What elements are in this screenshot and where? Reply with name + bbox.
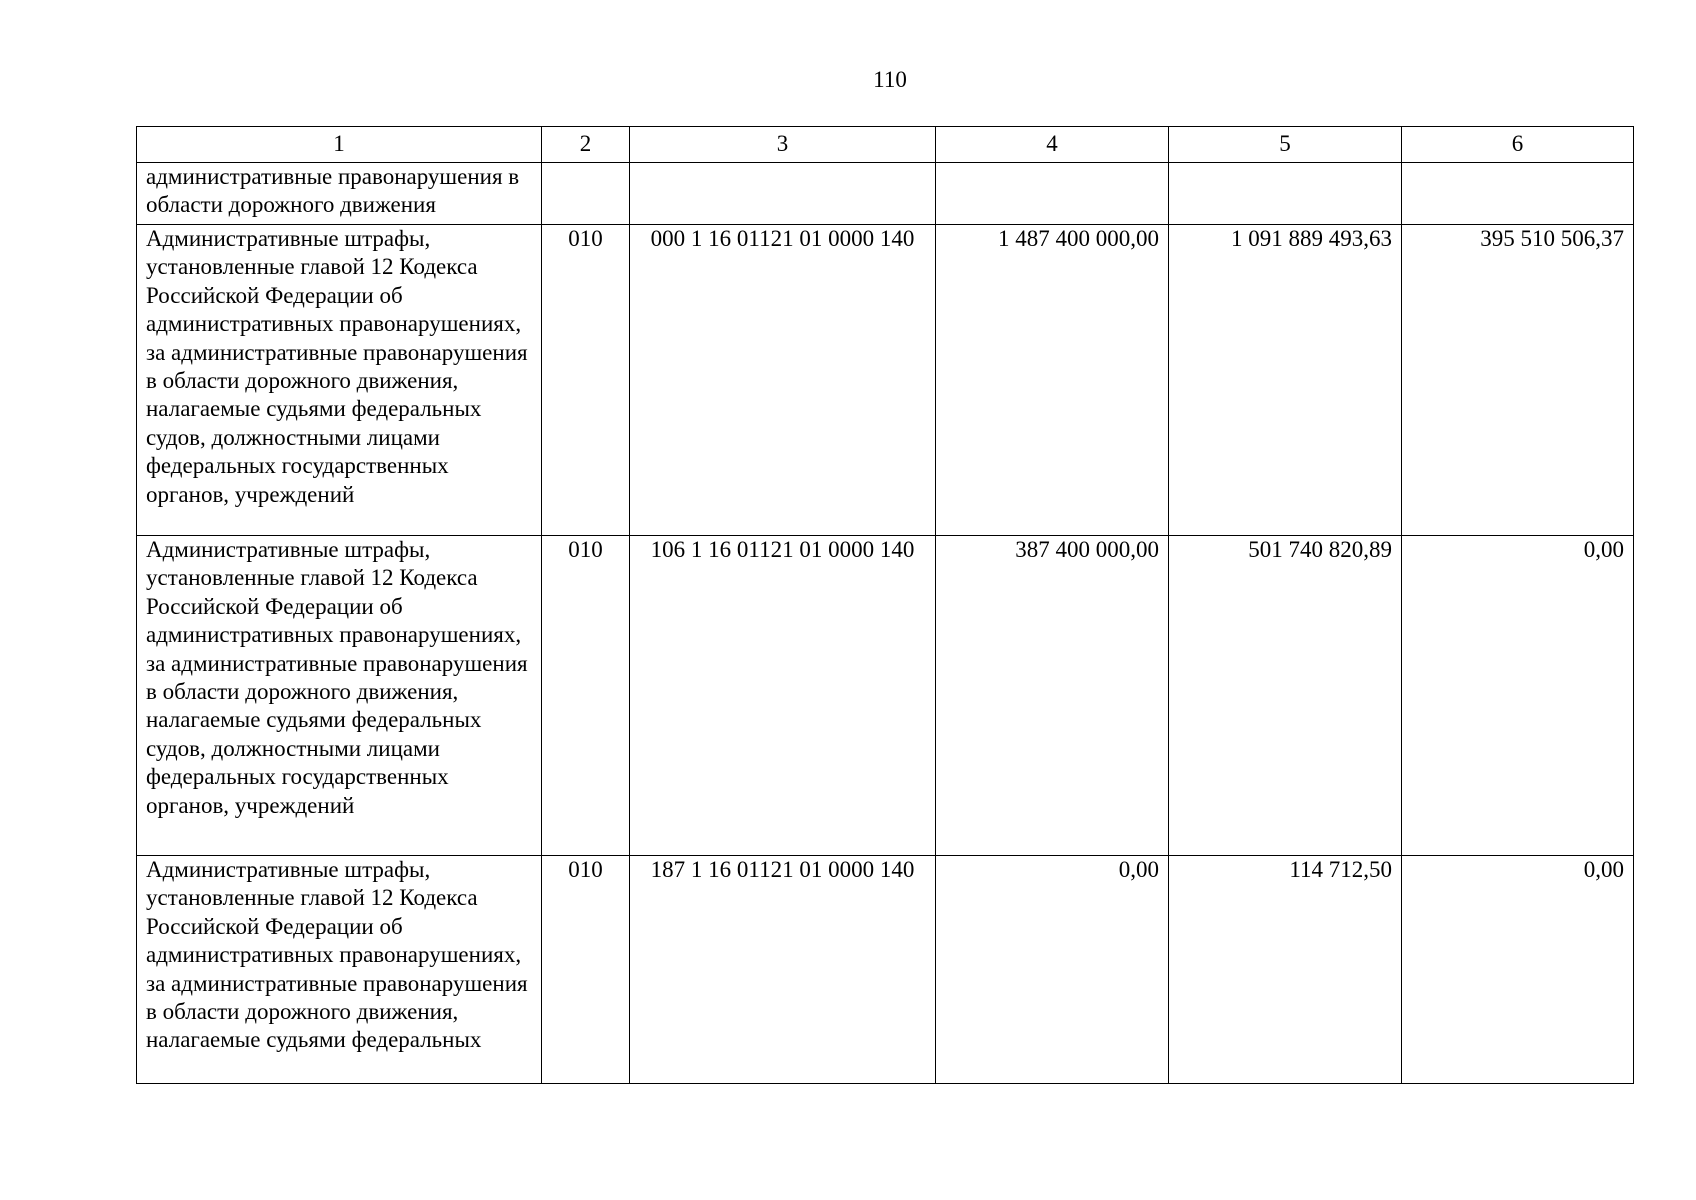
row-col4-value: 1 487 400 000,00 bbox=[936, 225, 1169, 536]
row-col6-value: 0,00 bbox=[1402, 856, 1634, 1084]
row-name: Административные штрафы, установленные главой 12 Кодекса Российской Федерации об административных правонарушениях, за административные правонарушения в области дорожного движения, налагаемые судьями федеральных судов, должностными лицами федеральных государственных органов, учреждений bbox=[137, 536, 542, 856]
row-line-code: 010 bbox=[542, 856, 630, 1084]
row-name: Административные штрафы, установленные главой 12 Кодекса Российской Федерации об административных правонарушениях, за административные правонарушения в области дорожного движения, налагаемые судьями федеральных bbox=[137, 856, 542, 1084]
row-col6-value: 0,00 bbox=[1402, 536, 1634, 856]
row-col4-value bbox=[936, 163, 1169, 225]
header-col-1: 1 bbox=[137, 127, 542, 163]
row-income-code: 187 1 16 01121 01 0000 140 bbox=[630, 856, 936, 1084]
row-income-code bbox=[630, 163, 936, 225]
table-header-row bbox=[137, 127, 1634, 163]
header-col-6: 6 bbox=[1402, 127, 1634, 163]
row-col5-value: 501 740 820,89 bbox=[1169, 536, 1402, 856]
header-col-3: 3 bbox=[630, 127, 936, 163]
row-col6-value bbox=[1402, 163, 1634, 225]
header-col-2: 2 bbox=[542, 127, 630, 163]
table-row bbox=[137, 225, 1634, 536]
row-col5-value: 114 712,50 bbox=[1169, 856, 1402, 1084]
table-row bbox=[137, 536, 1634, 856]
row-name: Административные штрафы, установленные главой 12 Кодекса Российской Федерации об административных правонарушениях, за административные правонарушения в области дорожного движения, налагаемые судьями федеральных судов, должностными лицами федеральных государственных органов, учреждений bbox=[137, 225, 542, 536]
page-number: 110 bbox=[873, 67, 907, 92]
row-line-code bbox=[542, 163, 630, 225]
header-col-4: 4 bbox=[936, 127, 1169, 163]
row-col4-value: 387 400 000,00 bbox=[936, 536, 1169, 856]
row-income-code: 106 1 16 01121 01 0000 140 bbox=[630, 536, 936, 856]
row-line-code: 010 bbox=[542, 225, 630, 536]
row-col4-value: 0,00 bbox=[936, 856, 1169, 1084]
budget-execution-table bbox=[136, 126, 1634, 1084]
row-name: административные правонарушения в области дорожного движения bbox=[137, 163, 542, 225]
row-line-code: 010 bbox=[542, 536, 630, 856]
table-row bbox=[137, 163, 1634, 225]
row-col6-value: 395 510 506,37 bbox=[1402, 225, 1634, 536]
row-col5-value: 1 091 889 493,63 bbox=[1169, 225, 1402, 536]
table-row bbox=[137, 856, 1634, 1084]
row-income-code: 000 1 16 01121 01 0000 140 bbox=[630, 225, 936, 536]
header-col-5: 5 bbox=[1169, 127, 1402, 163]
row-col5-value bbox=[1169, 163, 1402, 225]
